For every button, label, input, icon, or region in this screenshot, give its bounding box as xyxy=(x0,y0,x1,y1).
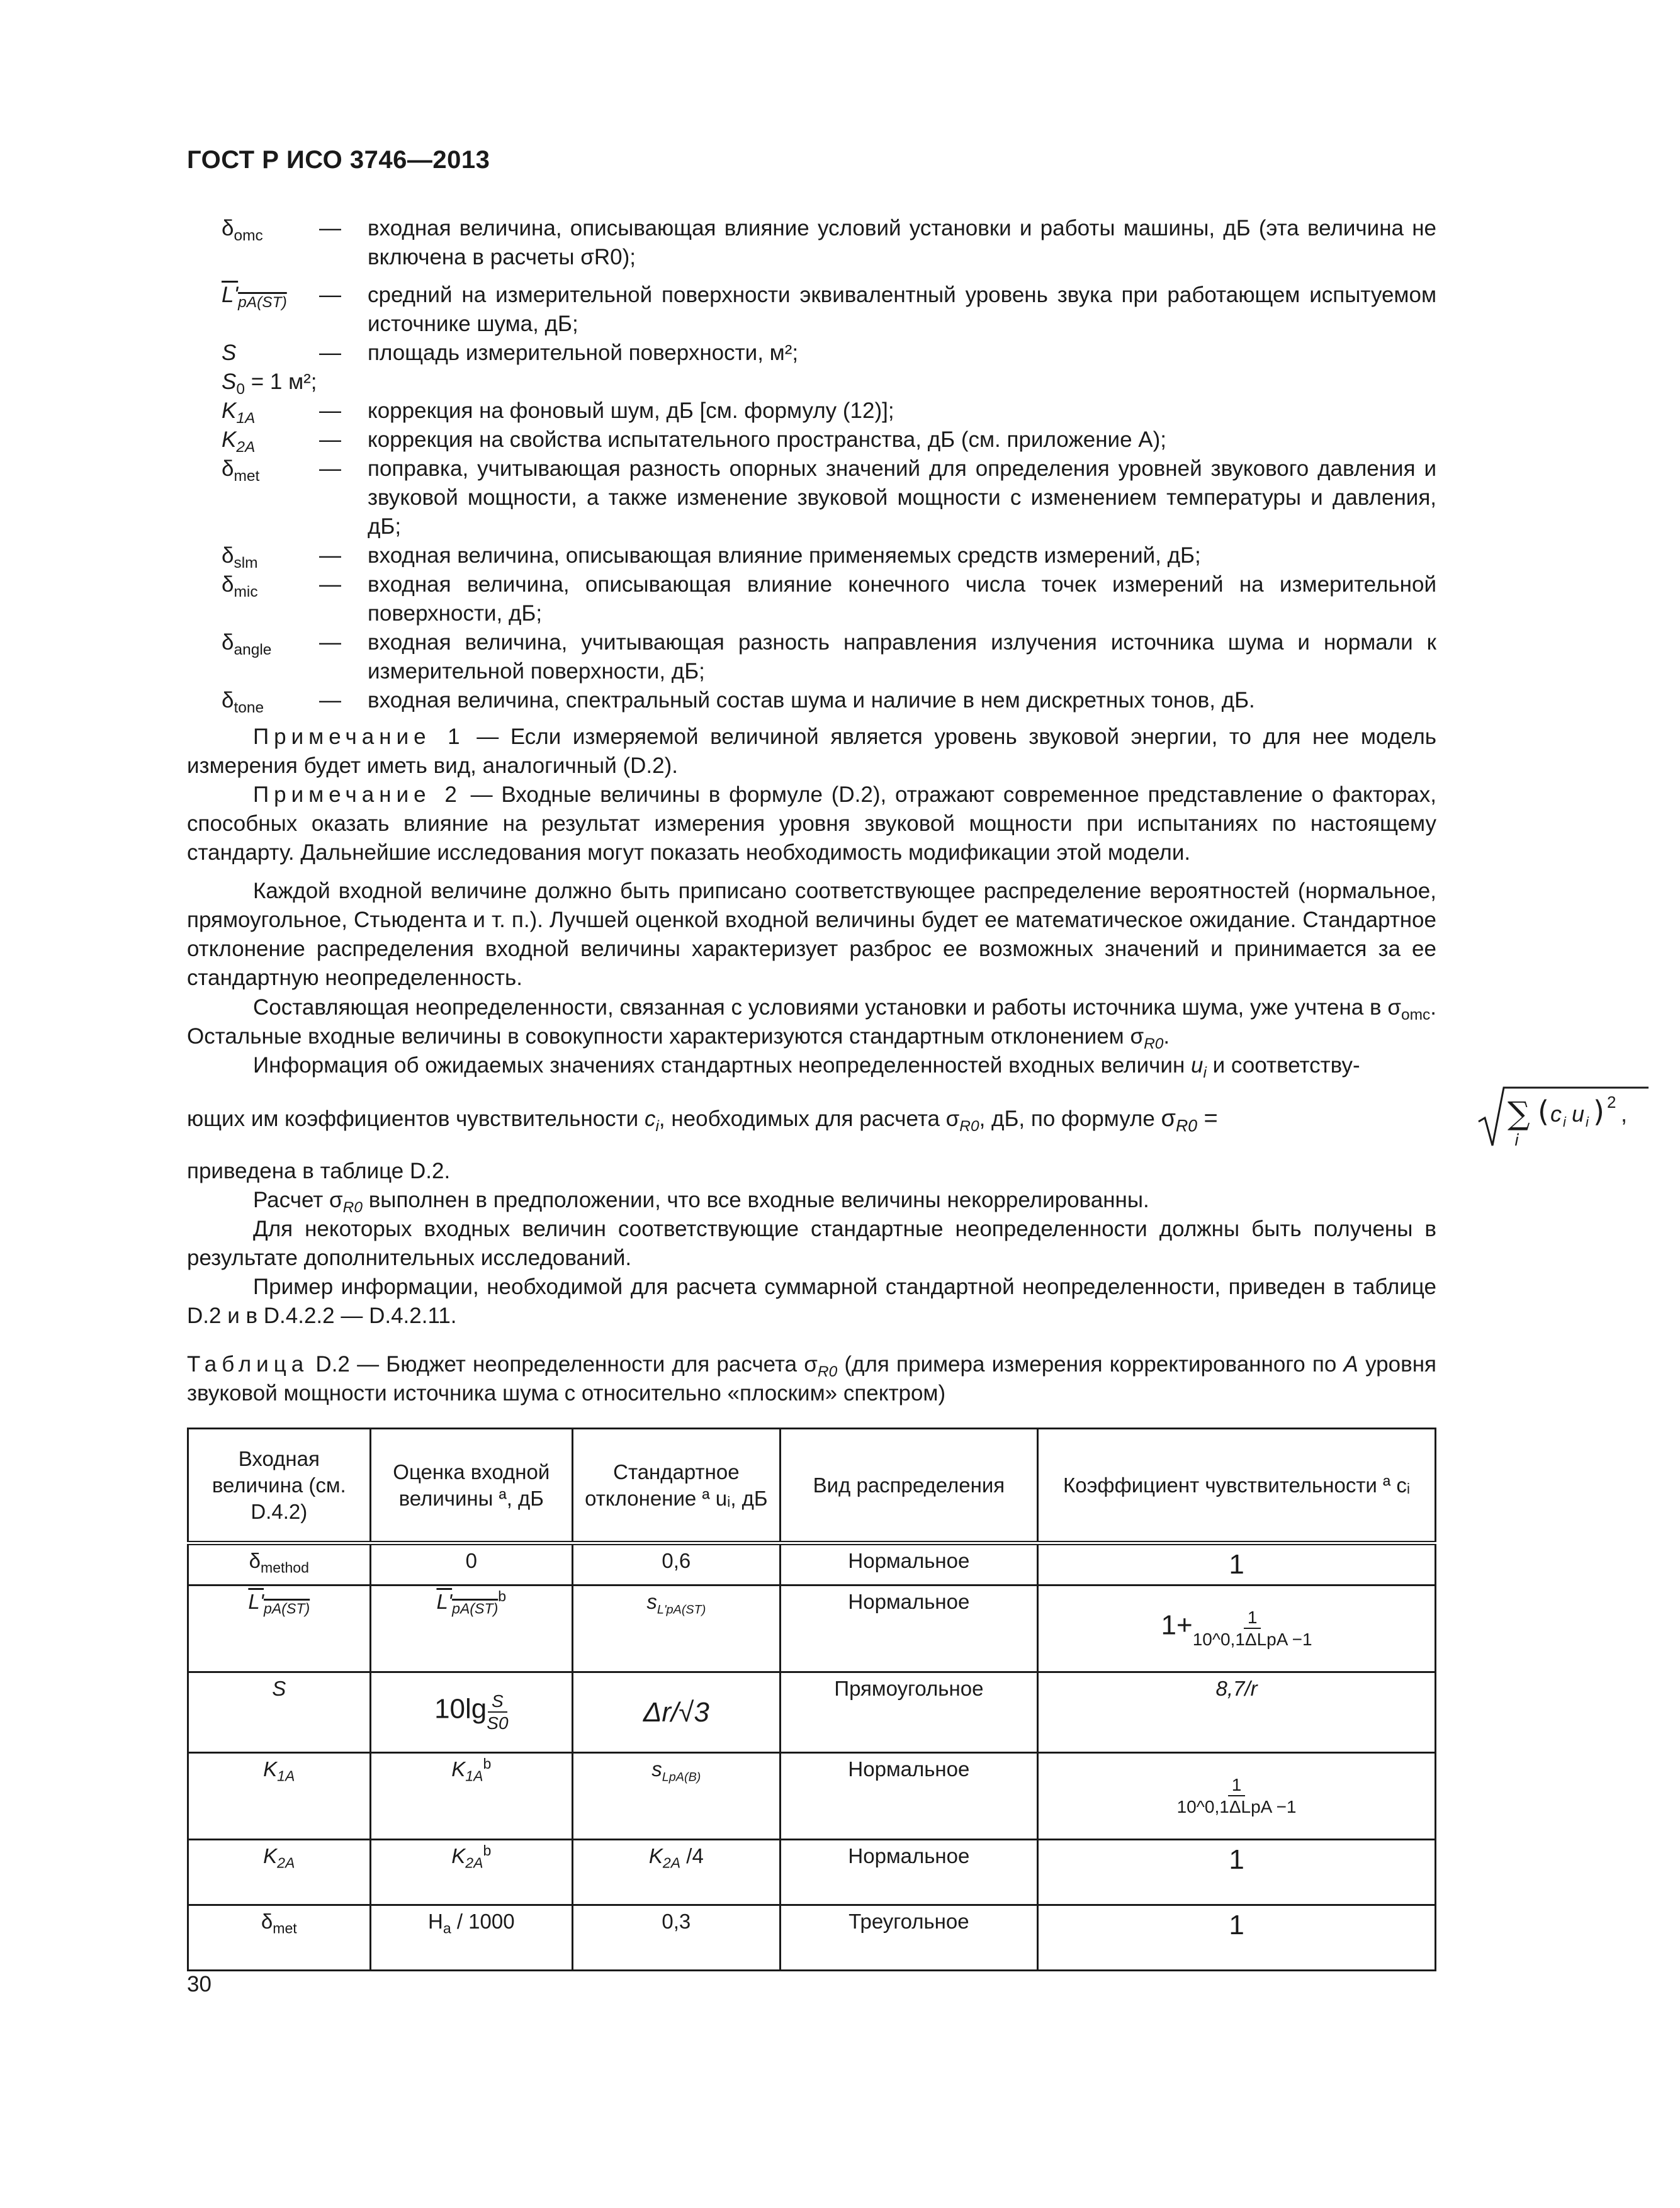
table-cell: $s_{LpA(B)}$ xyxy=(573,1753,781,1840)
definition-text: входная величина, описывающая влияние применяемых средств измерений, дБ; xyxy=(368,543,1201,568)
formula-line: ющих им коэффициентов чувствительности $c_i$, необходимых для расчета $\sigma_{R0}$, дБ, по формуле $\sigma_{R0}$ = ∑ i ( c i u i ) 2 , xyxy=(187,1083,1436,1152)
table-cell: $K_{2A}^b$ xyxy=(370,1840,572,1905)
definition-item: S — площадь измерительной поверхности, м²; xyxy=(222,339,1436,368)
table-cell: Треугольное xyxy=(780,1905,1037,1971)
definition-item: $\delta_{omc}$ — входная величина, описывающая влияние условий установки и работы машины, дБ (эта величина не включена в расчеты σR0); xyxy=(222,214,1436,272)
definition-text: площадь измерительной поверхности, м²; xyxy=(368,341,799,365)
paragraph: приведена в таблице D.2. xyxy=(187,1159,451,1183)
table-row xyxy=(188,1840,1436,1905)
paragraph: Информация об ожидаемых значениях стандартных неопределенностей входных величин $u_i$ и соответству- xyxy=(253,1053,1360,1081)
table-cell: 1 xyxy=(1038,1840,1436,1905)
table-cell: Нормальное xyxy=(780,1543,1037,1586)
svg-text:u: u xyxy=(1572,1101,1585,1127)
table-cell: Нормальное xyxy=(780,1586,1037,1672)
definition-text: входная величина, спектральный состав шума и наличие в нем дискретных тонов, дБ. xyxy=(368,688,1255,713)
note-1: Примечание 1 — Если измеряемой величиной является уровень звуковой энергии, то для нее модель измерения будет иметь вид, аналогичный (D.2). xyxy=(187,724,1436,778)
table-cell: $K_{1A}^b$ xyxy=(370,1753,572,1840)
table-header-row xyxy=(188,1429,1436,1543)
definition-text: коррекция на свойства испытательного пространства, дБ (см. приложение А); xyxy=(368,427,1167,452)
table-cell: 8,7/r xyxy=(1038,1672,1436,1753)
svg-text:i: i xyxy=(1563,1114,1566,1130)
svg-text:∑: ∑ xyxy=(1508,1095,1530,1132)
table-cell: $K_{2A}$ xyxy=(188,1840,371,1905)
table-cell: 1+ $\frac{1}{\text{10\textasciicircum{}0,1ΔLpA −1}}$ xyxy=(1038,1586,1436,1672)
table-header-cell: Стандартное отклонение ª uᵢ, дБ xyxy=(573,1429,781,1543)
definition-text: коррекция на фоновый шум, дБ [см. формулу (12)]; xyxy=(368,398,894,423)
table-cell: Нормальное xyxy=(780,1753,1037,1840)
table-cell: 10lg $\frac{S}{S0}$ xyxy=(370,1672,572,1753)
definitions-list xyxy=(222,214,1436,715)
svg-text:,: , xyxy=(1621,1101,1628,1127)
table-cell: $\delta_{method}$ xyxy=(188,1543,371,1586)
table-cell: $s_{L'pA(ST)}$ xyxy=(573,1586,781,1672)
table-cell: $L'_{pA(ST)}$ xyxy=(188,1586,371,1672)
definition-item: $\delta_{mic}$ — входная величина, описывающая влияние конечного числа точек измерений на измерительной поверхности, дБ; xyxy=(222,570,1436,628)
definition-item: $L'_{pA(ST)}$ — средний на измерительной поверхности эквивалентный уровень звука при работающем испытуемом источнике шума, дБ; xyxy=(222,281,1436,339)
svg-text:i: i xyxy=(1514,1131,1519,1150)
definition-item: $\delta_{slm}$ — входная величина, описывающая влияние применяемых средств измерений, дБ; xyxy=(222,541,1436,570)
svg-text:i: i xyxy=(1586,1114,1589,1130)
table-cell: $H_a / 1000$ xyxy=(370,1905,572,1971)
note-2: Примечание 2 — Входные величины в формуле (D.2), отражают современное представление о факторах, способных оказать влияние на результат измерения уровня звуковой мощности при испытаниях по настоящему стандарту. Дальнейшие исследования могут показать необходимость модификации этой модели. xyxy=(187,782,1436,865)
svg-text:2: 2 xyxy=(1607,1093,1616,1112)
definition-text: поправка, учитывающая разность опорных значений для определения уровней звукового давления и звуковой мощности, а также изменение звуковой мощности с изменением температуры и давления, дБ; xyxy=(368,456,1436,539)
table-header-cell: Входная величина (см. D.4.2) xyxy=(188,1429,371,1543)
table-row xyxy=(188,1905,1436,1971)
table-cell: 0,6 xyxy=(573,1543,781,1586)
table-cell: Нормальное xyxy=(780,1840,1037,1905)
uncertainty-budget-table xyxy=(187,1428,1436,1971)
definition-text: входная величина, описывающая влияние конечного числа точек измерений на измерительной поверхности, дБ; xyxy=(368,572,1436,626)
table-cell: S xyxy=(188,1672,371,1753)
table-header-cell: Оценка входной величины ª, дБ xyxy=(370,1429,572,1543)
table-caption: Таблица D.2 — Бюджет неопределенности для расчета $\sigma_{R0}$ (для примера измерения корректированного по A уровня звуковой мощности источника шума с относительно «плоским» спектром) xyxy=(187,1352,1436,1405)
table-cell: 0 xyxy=(370,1543,572,1586)
document-header: ГОСТ Р ИСО 3746—2013 xyxy=(187,146,490,174)
svg-text:(: ( xyxy=(1538,1095,1549,1129)
formula-sigma-r0: $\sigma_{R0}$ = xyxy=(1161,1105,1218,1135)
definition-item: $\delta_{angle}$ — входная величина, учитывающая разность направления излучения источника шума и нормали к измерительной поверхности, дБ; xyxy=(222,628,1436,686)
definition-text: входная величина, учитывающая разность направления излучения источника шума и нормали к измерительной поверхности, дБ; xyxy=(368,630,1436,684)
paragraph: Расчет $\sigma_{R0}$ выполнен в предположении, что все входные величины некоррелированны. xyxy=(253,1188,1149,1216)
table-row xyxy=(188,1543,1436,1586)
table-cell: 1 xyxy=(1038,1905,1436,1971)
page-number: 30 xyxy=(187,1972,211,1997)
table-cell: Δr/√3 xyxy=(573,1672,781,1753)
table-cell: 1 xyxy=(1038,1543,1436,1586)
definition-item: $K_{1A}$ — коррекция на фоновый шум, дБ [см. формулу (12)]; xyxy=(222,397,1436,425)
svg-text:): ) xyxy=(1593,1095,1604,1129)
definition-item: $\delta_{tone}$ — входная величина, спектральный состав шума и наличие в нем дискретных тонов, дБ. xyxy=(222,686,1436,715)
table-cell: $K_{2A}$ /4 xyxy=(573,1840,781,1905)
table-row xyxy=(188,1586,1436,1672)
definition-item: $K_{2A}$ — коррекция на свойства испытательного пространства, дБ (см. приложение А); xyxy=(222,425,1436,454)
table-cell: $\delta_{met}$ xyxy=(188,1905,371,1971)
table-cell: $L'_{pA(ST)}^b$ xyxy=(370,1586,572,1672)
paragraph: Для некоторых входных величин соответствующие стандартные неопределенности должны быть получены в результате дополнительных исследований. xyxy=(187,1217,1436,1270)
sqrt-sum-formula xyxy=(1479,1083,1680,1152)
paragraph: Каждой входной величине должно быть приписано соответствующее распределение вероятностей (нормальное, прямоугольное, Стьюдента и т. п.). Лучшей оценкой входной величины будет ее математическое ожидание. Стандартное отклонение распределения входной величины характеризует разброс ее возможных значений и принимается за ее стандартную неопределенность. xyxy=(187,879,1436,990)
table-cell: 0,3 xyxy=(573,1905,781,1971)
table-header-cell: Вид распределения xyxy=(780,1429,1037,1543)
table-cell: $K_{1A}$ xyxy=(188,1753,371,1840)
definition-text: средний на измерительной поверхности эквивалентный уровень звука при работающем испытуемом источнике шума, дБ; xyxy=(368,283,1436,336)
definition-text: входная величина, описывающая влияние условий установки и работы машины, дБ (эта величина не включена в расчеты σR0); xyxy=(368,216,1436,269)
table-cell: Прямоугольное xyxy=(780,1672,1037,1753)
table-row xyxy=(188,1753,1436,1840)
table-row xyxy=(188,1672,1436,1753)
definition-item: $\delta_{met}$ — поправка, учитывающая разность опорных значений для определения уровней звукового давления и звуковой мощности, а также изменение звуковой мощности с изменением температуры и давления, дБ; xyxy=(222,454,1436,541)
table-header-cell: Коэффициент чувствительности ª cᵢ xyxy=(1038,1429,1436,1543)
paragraph: Пример информации, необходимой для расчета суммарной стандартной неопределенности, приведен в таблице D.2 и в D.4.2.2 — D.4.2.11. xyxy=(187,1275,1436,1328)
definition-item: $S_0 = 1$ м²; xyxy=(222,369,317,398)
svg-text:c: c xyxy=(1550,1101,1562,1127)
paragraph: Составляющая неопределенности, связанная с условиями установки и работы источника шума, уже учтена в $\sigma_{omc}$. Остальные входные величины в совокупности характеризуются стандартным отклонением $\sigma_{R0}$. xyxy=(187,995,1436,1052)
table-cell: $\frac{1}{\text{10\textasciicircum{}0,1ΔLpA −1}}$ xyxy=(1038,1753,1436,1840)
